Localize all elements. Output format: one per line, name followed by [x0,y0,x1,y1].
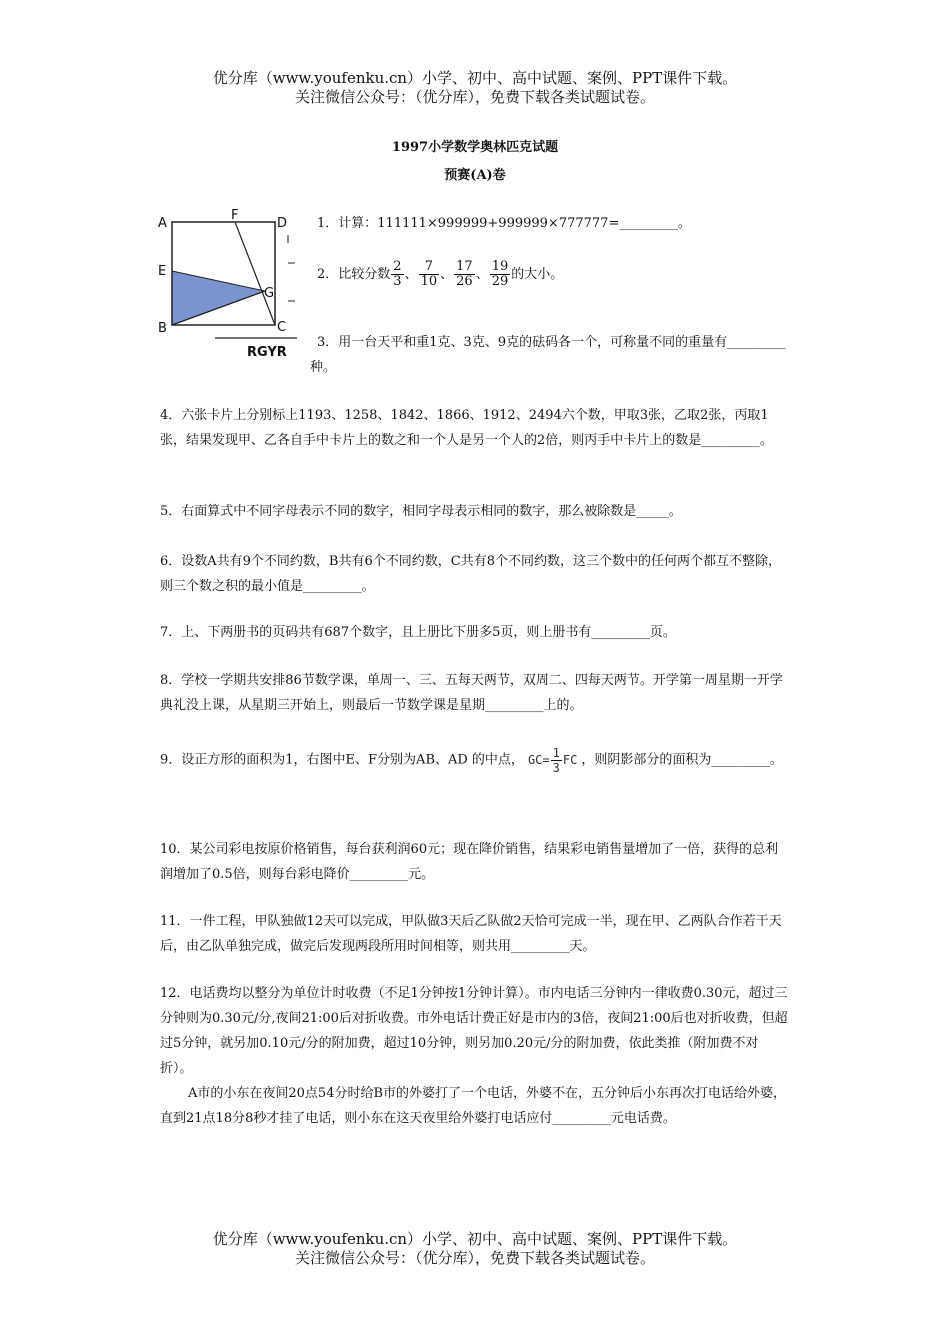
label-b: B [158,321,167,336]
footer-line-2: 关注微信公众号：（优分库），免费下载各类试题试卷。 [294,1249,655,1267]
question-9-prefix: 9．设正方形的面积为1，右图中E、F分别为AB、AD 的中点， [160,752,524,768]
header-line-2: 关注微信公众号：（优分库），免费下载各类试题试卷。 [294,88,655,106]
question-4: 4．六张卡片上分别标上1193、1258、1842、1866、1912、2494六个数，甲取3张，乙取2张，丙取1张，结果发现甲、乙各自手中卡片上的数之和一个人是另一个人的2倍，则丙手中卡片上的数是_________。 [160,408,773,448]
fraction: $\frac{17}{26}$ [456,259,473,289]
footer-line-1: 优分库（www.youfenku.cn）小学、初中、高中试题、案例、PPT课件下载。 [212,1230,738,1248]
fraction: $\frac{2}{3}$ [393,259,402,289]
question-12-scenario: A市的小东在夜间20点54分时给B市的外婆打了一个电话，外婆不在，五分钟后小东再次打电话给外婆，直到21点18分8秒才挂了电话，则小东在这天夜里给外婆打电话应付_________元电话费。 [160,1086,787,1126]
question-9 [160,745,790,776]
question-6: 6．设数A共有9个不同约数，B共有6个不同约数，C共有8个不同约数，这三个数中的任何两个都互不整除，则三个数之积的最小值是_________。 [160,554,781,594]
question-12: 12．电话费均以整分为单位计时收费（不足1分钟按1分钟计算）。市内电话三分钟内一律收费0.30元，超过三分钟则为0.30元/分,夜间21:00后对折收费。市外电话计费正好是市内的3倍，夜间21:00后也对折收费，但超过5分钟，就另加0.10元/分的附加费，超过10分钟，则另加0.20元/分的附加费，依此类推（附加费不对折）。 [160,986,788,1076]
question-1: 1．计算：111111×999999+999999×777777=_________。 [317,216,691,231]
question-11: 11．一件工程，甲队独做12天可以完成，甲队做3天后乙队做2天恰可完成一半，现在甲、乙两队合作若干天后，由乙队单独完成，做完后发现两段所用时间相等，则共用_________天。 [160,914,782,954]
fraction: $\frac{19}{29}$ [491,259,509,289]
doc-subtitle: 预赛(A)卷 [444,168,506,183]
figure-caption: RGYR [247,345,287,360]
question-2-prefix: 2．比较分数 [317,267,391,282]
square-figure [155,205,300,360]
label-a: A [158,216,167,231]
label-d: D [277,216,288,231]
question-10: 10．某公司彩电按原价格销售，每台获利润60元；现在降价销售，结果彩电销售量增加了一倍，获得的总利润增加了0.5倍，则每台彩电降价_________元。 [160,842,779,882]
shaded-triangle [172,271,265,325]
question-2: 2．比较分数 $\frac{2}{3}$ 、 $\frac{7}{10}$ 、 $\frac{17}{26}$ 、 $\frac{19}{29}$ 的大小。 [317,259,564,289]
doc-title: 1997小学数学奥林匹克试题 [391,140,559,155]
label-c: C [277,320,287,335]
question-2-suffix: 的大小。 [511,267,564,282]
question-7: 7．上、下两册书的页码共有687个数字，且上册比下册多5页，则上册书有_________页。 [160,625,676,640]
label-g: G [264,286,275,301]
fraction: $\frac{7}{10}$ [420,259,438,289]
question-3: 3．用一台天平和重1克、3克、9克的砝码各一个，可称量不同的重量有_________种。 [310,335,786,375]
line-fc [235,222,275,325]
question-9-suffix: ，则阴影部分的面积为_________。 [581,752,783,768]
question-5: 5．右面算式中不同字母表示不同的数字，相同字母表示相同的数字，那么被除数是_____。 [160,504,682,519]
question-8: 8．学校一学期共安排86节数学课，单周一、三、五每天两节，双周二、四每天两节。开学第一周星期一开学典礼没上课，从星期三开始上，则最后一节数学课是星期_________上的。 [160,673,783,713]
header-line-1: 优分库（www.youfenku.cn）小学、初中、高中试题、案例、PPT课件下载。 [212,69,738,87]
gc-formula: GC= $\frac{1}{3}$ FC [527,746,578,775]
label-e: E [158,264,167,279]
label-f: F [231,208,239,223]
